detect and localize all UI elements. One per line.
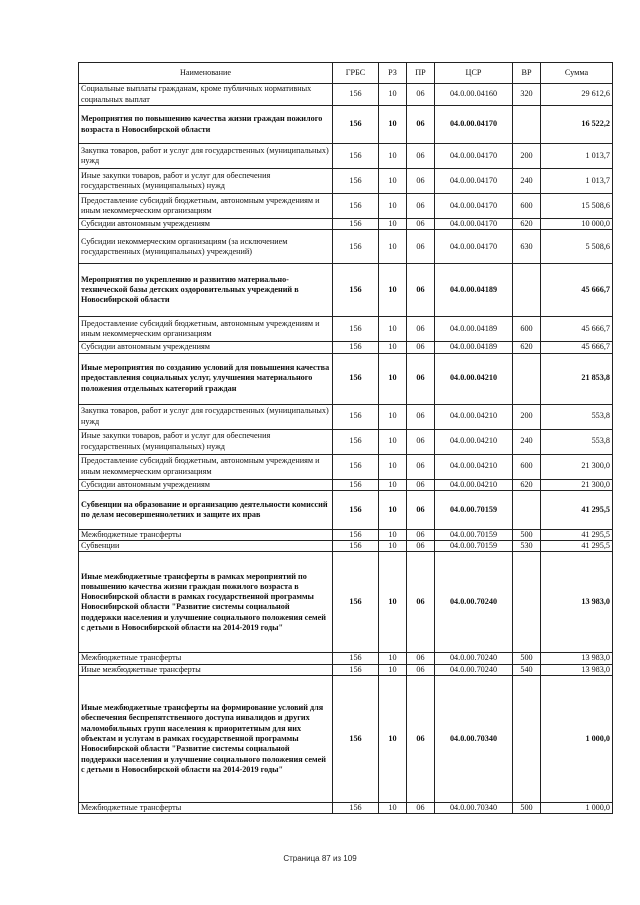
cell-rz: 10 (379, 676, 407, 803)
cell-csr: 04.0.00.04210 (435, 353, 513, 404)
cell-name: Субсидии автономным учреждениям (79, 479, 333, 490)
cell-vr: 620 (513, 479, 541, 490)
cell-grbs: 156 (333, 219, 379, 230)
cell-csr: 04.0.00.70340 (435, 803, 513, 814)
page-number: Страница 87 из 109 (283, 854, 357, 863)
cell-sum: 21 300,0 (541, 479, 613, 490)
cell-grbs: 156 (333, 676, 379, 803)
cell-sum: 21 853,8 (541, 353, 613, 404)
cell-pr: 06 (407, 144, 435, 169)
cell-csr: 04.0.00.04170 (435, 194, 513, 219)
cell-vr: 600 (513, 317, 541, 342)
cell-name: Предоставление субсидий бюджетным, автономным учреждениям и иным некоммерческим организациям (79, 317, 333, 342)
table-row (79, 803, 613, 814)
table-row (79, 342, 613, 353)
cell-pr: 06 (407, 194, 435, 219)
cell-csr: 04.0.00.70159 (435, 529, 513, 540)
cell-sum: 1 013,7 (541, 144, 613, 169)
cell-vr: 240 (513, 429, 541, 454)
cell-name: Закупка товаров, работ и услуг для государственных (муниципальных) нужд (79, 144, 333, 169)
cell-sum: 13 983,0 (541, 664, 613, 675)
budget-table (78, 62, 613, 814)
cell-pr: 06 (407, 479, 435, 490)
cell-csr: 04.0.00.70240 (435, 552, 513, 653)
cell-grbs: 156 (333, 664, 379, 675)
header-grbs: ГРБС (333, 63, 379, 84)
cell-name: Иные межбюджетные трансферты (79, 664, 333, 675)
cell-csr: 04.0.00.04210 (435, 404, 513, 429)
cell-grbs: 156 (333, 803, 379, 814)
cell-name: Мероприятия по повышению качества жизни граждан пожилого возраста в Новосибирской области (79, 106, 333, 144)
cell-csr: 04.0.00.04170 (435, 144, 513, 169)
header-vr: ВР (513, 63, 541, 84)
cell-name: Мероприятия по укреплению и развитию материально-технической базы детских оздоровительных учреждений в Новосибирской области (79, 264, 333, 317)
cell-name: Иные межбюджетные трансферты в рамках мероприятий по повышению качества жизни граждан пожилого возраста в Новосибирской области в рамках государственной программы Новосибирской области "Развитие системы социальной поддержки населения и улучшение социального положения семей с детьми в Новосибирской области на 2014-2019 годы" (79, 552, 333, 653)
cell-name: Субвенции на образование и организацию деятельности комиссий по делам несовершеннолетних и защите их прав (79, 490, 333, 529)
cell-rz: 10 (379, 342, 407, 353)
cell-grbs: 156 (333, 479, 379, 490)
cell-vr (513, 552, 541, 653)
table-row (79, 490, 613, 529)
cell-name: Межбюджетные трансферты (79, 529, 333, 540)
cell-vr: 530 (513, 541, 541, 552)
cell-grbs: 156 (333, 144, 379, 169)
cell-grbs: 156 (333, 230, 379, 264)
table-row (79, 317, 613, 342)
cell-csr: 04.0.00.04170 (435, 230, 513, 264)
cell-csr: 04.0.00.70159 (435, 490, 513, 529)
cell-rz: 10 (379, 479, 407, 490)
cell-name: Предоставление субсидий бюджетным, автономным учреждениям и иным некоммерческим организациям (79, 454, 333, 479)
cell-csr: 04.0.00.70240 (435, 653, 513, 664)
table-row (79, 541, 613, 552)
cell-name: Межбюджетные трансферты (79, 803, 333, 814)
cell-rz: 10 (379, 264, 407, 317)
cell-pr: 06 (407, 404, 435, 429)
cell-csr: 04.0.00.70159 (435, 541, 513, 552)
cell-name: Межбюджетные трансферты (79, 653, 333, 664)
cell-csr: 04.0.00.04189 (435, 317, 513, 342)
table-row (79, 653, 613, 664)
cell-sum: 10 000,0 (541, 219, 613, 230)
table-row (79, 219, 613, 230)
cell-csr: 04.0.00.70240 (435, 664, 513, 675)
table-row (79, 194, 613, 219)
table-row (79, 552, 613, 653)
cell-rz: 10 (379, 454, 407, 479)
cell-pr: 06 (407, 353, 435, 404)
cell-pr: 06 (407, 529, 435, 540)
cell-rz: 10 (379, 84, 407, 106)
cell-grbs: 156 (333, 264, 379, 317)
cell-rz: 10 (379, 194, 407, 219)
cell-csr: 04.0.00.04210 (435, 479, 513, 490)
cell-rz: 10 (379, 803, 407, 814)
cell-vr (513, 106, 541, 144)
cell-vr: 620 (513, 342, 541, 353)
cell-pr: 06 (407, 429, 435, 454)
cell-pr: 06 (407, 317, 435, 342)
cell-csr: 04.0.00.70340 (435, 676, 513, 803)
cell-vr: 240 (513, 169, 541, 194)
cell-grbs: 156 (333, 490, 379, 529)
cell-csr: 04.0.00.04170 (435, 219, 513, 230)
table-row (79, 529, 613, 540)
cell-csr: 04.0.00.04170 (435, 169, 513, 194)
cell-sum: 15 508,6 (541, 194, 613, 219)
cell-vr: 600 (513, 454, 541, 479)
cell-csr: 04.0.00.04210 (435, 429, 513, 454)
cell-vr (513, 490, 541, 529)
header-rz: РЗ (379, 63, 407, 84)
cell-rz: 10 (379, 144, 407, 169)
header-csr: ЦСР (435, 63, 513, 84)
cell-rz: 10 (379, 552, 407, 653)
table-row (79, 454, 613, 479)
cell-name: Иные межбюджетные трансферты на формирование условий для обеспечения беспрепятственного доступа инвалидов и других маломобильных групп населения к приоритетным для них объектам и услугам в рамках государственной программы Новосибирской области "Развитие системы социальной поддержки населения и улучшение социального положения семей с детьми в Новосибирской области на 2014-2019 годы" (79, 676, 333, 803)
table-row (79, 84, 613, 106)
cell-sum: 16 522,2 (541, 106, 613, 144)
cell-grbs: 156 (333, 317, 379, 342)
table-row (79, 144, 613, 169)
table-row (79, 404, 613, 429)
cell-pr: 06 (407, 230, 435, 264)
cell-name: Субсидии некоммерческим организациям (за исключением государственных (муниципальных) учреждений) (79, 230, 333, 264)
cell-vr (513, 264, 541, 317)
cell-vr: 500 (513, 803, 541, 814)
cell-vr: 200 (513, 144, 541, 169)
cell-sum: 13 983,0 (541, 552, 613, 653)
cell-rz: 10 (379, 169, 407, 194)
cell-pr: 06 (407, 664, 435, 675)
cell-vr: 540 (513, 664, 541, 675)
table-row (79, 664, 613, 675)
cell-grbs: 156 (333, 404, 379, 429)
cell-grbs: 156 (333, 106, 379, 144)
cell-rz: 10 (379, 404, 407, 429)
cell-grbs: 156 (333, 429, 379, 454)
cell-rz: 10 (379, 529, 407, 540)
cell-sum: 45 666,7 (541, 317, 613, 342)
cell-name: Иные мероприятия по созданию условий для повышения качества предоставления социальных услуг, улучшения материального положения отдельных категорий граждан (79, 353, 333, 404)
cell-name: Иные закупки товаров, работ и услуг для обеспечения государственных (муниципальных) нужд (79, 169, 333, 194)
cell-grbs: 156 (333, 454, 379, 479)
cell-sum: 41 295,5 (541, 529, 613, 540)
cell-pr: 06 (407, 106, 435, 144)
cell-grbs: 156 (333, 84, 379, 106)
table-row (79, 676, 613, 803)
cell-sum: 1 000,0 (541, 676, 613, 803)
cell-sum: 21 300,0 (541, 454, 613, 479)
cell-sum: 45 666,7 (541, 342, 613, 353)
table-row (79, 169, 613, 194)
cell-sum: 1 013,7 (541, 169, 613, 194)
cell-csr: 04.0.00.04170 (435, 106, 513, 144)
cell-rz: 10 (379, 230, 407, 264)
cell-name: Иные закупки товаров, работ и услуг для обеспечения государственных (муниципальных) нужд (79, 429, 333, 454)
cell-rz: 10 (379, 664, 407, 675)
cell-pr: 06 (407, 264, 435, 317)
cell-vr (513, 353, 541, 404)
table-body (79, 84, 613, 814)
cell-grbs: 156 (333, 653, 379, 664)
cell-pr: 06 (407, 676, 435, 803)
cell-name: Предоставление субсидий бюджетным, автономным учреждениям и иным некоммерческим организациям (79, 194, 333, 219)
cell-sum: 41 295,5 (541, 541, 613, 552)
cell-pr: 06 (407, 490, 435, 529)
header-sum: Сумма (541, 63, 613, 84)
cell-grbs: 156 (333, 194, 379, 219)
cell-vr: 500 (513, 653, 541, 664)
cell-vr: 200 (513, 404, 541, 429)
cell-name: Социальные выплаты гражданам, кроме публичных нормативных социальных выплат (79, 84, 333, 106)
cell-grbs: 156 (333, 342, 379, 353)
cell-csr: 04.0.00.04160 (435, 84, 513, 106)
cell-pr: 06 (407, 541, 435, 552)
cell-rz: 10 (379, 429, 407, 454)
cell-grbs: 156 (333, 353, 379, 404)
table-row (79, 106, 613, 144)
cell-vr: 630 (513, 230, 541, 264)
cell-name: Закупка товаров, работ и услуг для государственных (муниципальных) нужд (79, 404, 333, 429)
cell-pr: 06 (407, 342, 435, 353)
cell-pr: 06 (407, 454, 435, 479)
cell-grbs: 156 (333, 541, 379, 552)
cell-sum: 41 295,5 (541, 490, 613, 529)
cell-rz: 10 (379, 353, 407, 404)
cell-name: Субвенции (79, 541, 333, 552)
cell-csr: 04.0.00.04189 (435, 264, 513, 317)
cell-vr: 500 (513, 529, 541, 540)
header-name: Наименование (79, 63, 333, 84)
cell-sum: 13 983,0 (541, 653, 613, 664)
cell-sum: 553,8 (541, 404, 613, 429)
header-pr: ПР (407, 63, 435, 84)
cell-grbs: 156 (333, 169, 379, 194)
table-row (79, 429, 613, 454)
cell-rz: 10 (379, 219, 407, 230)
cell-pr: 06 (407, 552, 435, 653)
cell-pr: 06 (407, 653, 435, 664)
cell-name: Субсидии автономным учреждениям (79, 219, 333, 230)
cell-name: Субсидии автономным учреждениям (79, 342, 333, 353)
cell-vr: 600 (513, 194, 541, 219)
table-row (79, 353, 613, 404)
cell-pr: 06 (407, 169, 435, 194)
cell-csr: 04.0.00.04189 (435, 342, 513, 353)
table-row (79, 479, 613, 490)
cell-vr: 620 (513, 219, 541, 230)
cell-sum: 29 612,6 (541, 84, 613, 106)
cell-pr: 06 (407, 803, 435, 814)
cell-rz: 10 (379, 106, 407, 144)
table-row (79, 230, 613, 264)
cell-pr: 06 (407, 219, 435, 230)
cell-csr: 04.0.00.04210 (435, 454, 513, 479)
cell-rz: 10 (379, 317, 407, 342)
cell-grbs: 156 (333, 552, 379, 653)
cell-vr (513, 676, 541, 803)
cell-sum: 5 508,6 (541, 230, 613, 264)
cell-rz: 10 (379, 490, 407, 529)
cell-sum: 1 000,0 (541, 803, 613, 814)
table-row (79, 264, 613, 317)
cell-rz: 10 (379, 653, 407, 664)
cell-sum: 45 666,7 (541, 264, 613, 317)
cell-rz: 10 (379, 541, 407, 552)
cell-grbs: 156 (333, 529, 379, 540)
table-header-row (79, 63, 613, 84)
cell-sum: 553,8 (541, 429, 613, 454)
cell-vr: 320 (513, 84, 541, 106)
cell-pr: 06 (407, 84, 435, 106)
